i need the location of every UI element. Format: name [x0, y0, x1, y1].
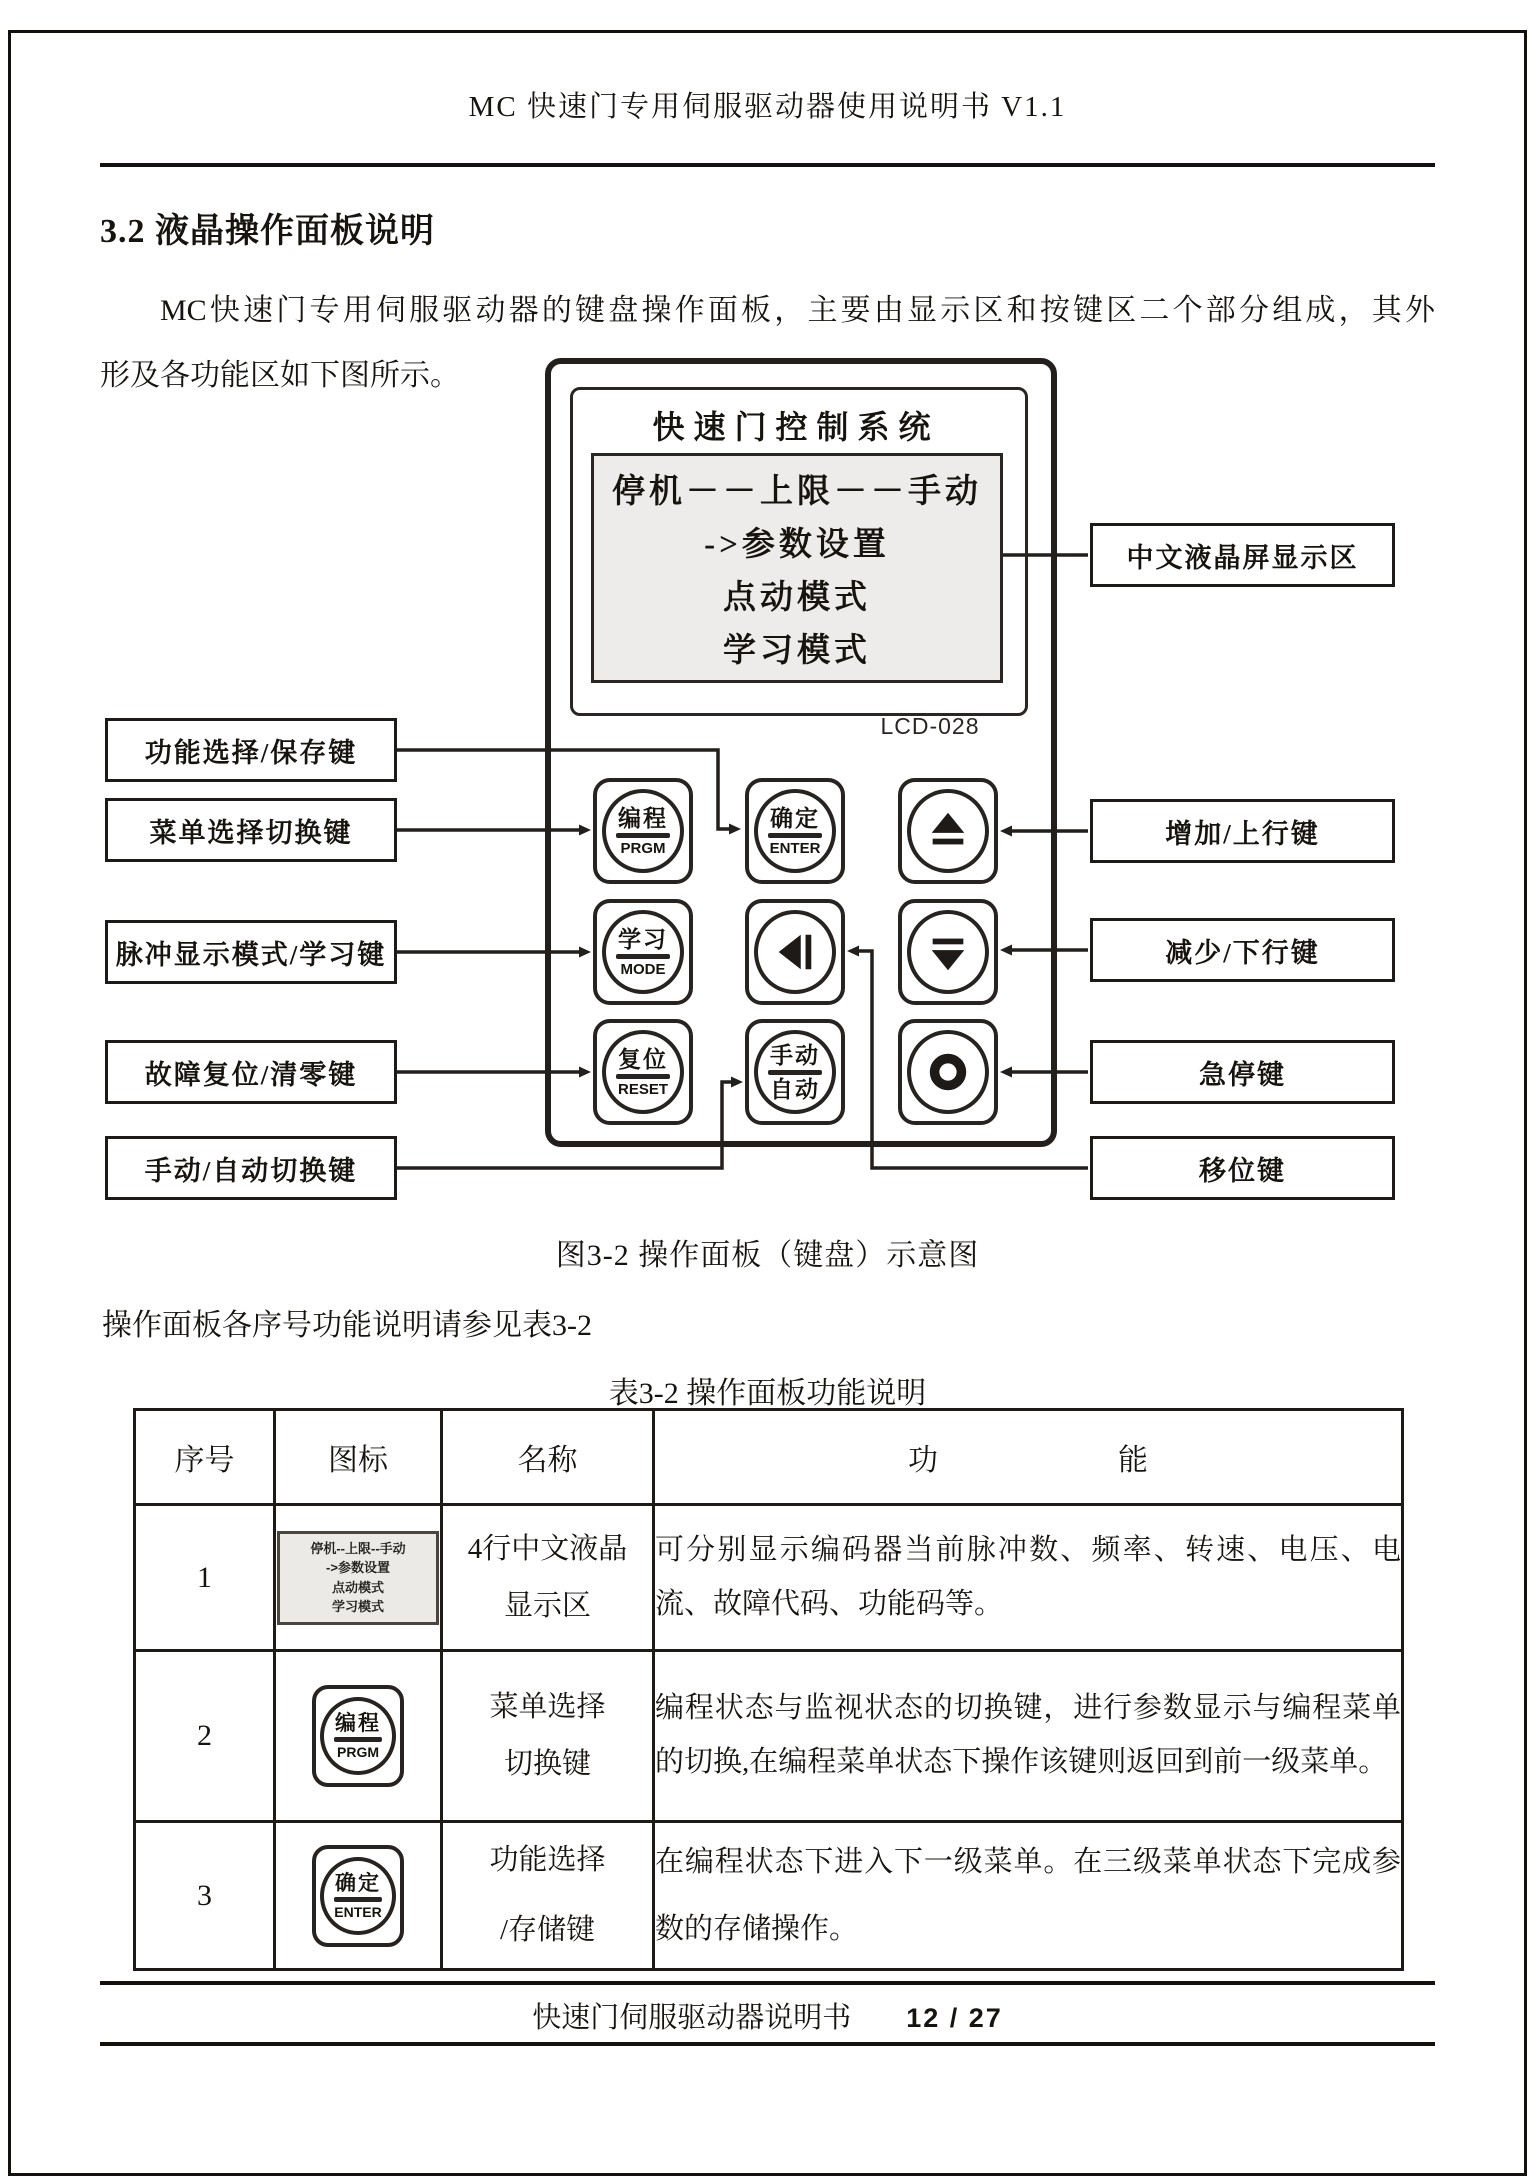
row1-no: 1	[135, 1505, 275, 1651]
key-prgm-zh: 编程	[618, 805, 668, 831]
callout-function-save-key: 功能选择/保存键	[105, 718, 397, 782]
footer-doc-name: 快速门伺服驱动器说明书	[532, 2002, 852, 2034]
enter-key-en: ENTER	[334, 1903, 382, 1920]
row2-name-line2: 切换键	[503, 1748, 591, 1780]
callout-lcd-display-area: 中文液晶屏显示区	[1090, 523, 1395, 587]
key-prgm-en: PRGM	[620, 839, 666, 857]
key-divider-bar	[616, 954, 670, 959]
callout-decrease-down-key: 减少/下行键	[1090, 918, 1395, 982]
callout-pulse-mode-learn-key: 脉冲显示模式/学习键	[105, 920, 397, 984]
key-enter	[745, 778, 845, 884]
row3-no: 3	[135, 1822, 275, 1970]
lcd-line-learn-mode: 学习模式	[723, 633, 871, 669]
row2-no: 2	[135, 1651, 275, 1822]
prgm-key-zh: 编程	[335, 1711, 381, 1735]
enter-key-icon	[312, 1845, 404, 1947]
prgm-key-circle	[320, 1697, 396, 1775]
col-header-name: 名称	[442, 1410, 654, 1505]
key-enter-en: ENTER	[769, 839, 821, 857]
callout-menu-switch-key: 菜单选择切换键	[105, 798, 397, 862]
footer	[0, 1995, 1535, 2036]
lcd-line-jog-mode: 点动模式	[723, 580, 871, 616]
table-title: 表3-2 操作面板功能说明	[608, 1377, 927, 1410]
eject-up-icon	[907, 789, 989, 873]
prgm-key-en: PRGM	[337, 1744, 379, 1760]
key-shift	[745, 899, 845, 1005]
table-header-row	[135, 1410, 1403, 1505]
key-manual-zh: 手动	[770, 1042, 820, 1068]
lcd-line-menu-selected: ->参数设置	[704, 527, 890, 563]
mini-lcd-line: ->参数设置	[326, 1560, 390, 1575]
callout-manual-auto-key: 手动/自动切换键	[105, 1136, 397, 1200]
key-stop	[898, 1019, 998, 1125]
left-triangle-bar-icon	[754, 910, 836, 994]
row1-name-line2: 显示区	[503, 1589, 591, 1622]
footer-rule-bottom	[100, 2042, 1435, 2046]
ring-icon	[907, 1030, 989, 1114]
key-auto-zh: 自动	[770, 1076, 820, 1102]
key-prgm	[593, 778, 693, 884]
mini-lcd-line: 点动模式	[331, 1579, 384, 1595]
mini-lcd-line: 学习模式	[331, 1599, 384, 1614]
table-row	[135, 1505, 1403, 1651]
lcd-screen	[591, 453, 1003, 683]
key-reset-circle	[602, 1030, 684, 1114]
row3-name-line1: 功能选择	[489, 1843, 606, 1876]
key-manual-auto	[745, 1019, 845, 1125]
key-divider-bar	[334, 1737, 382, 1742]
function-table	[133, 1408, 1404, 1971]
table-row	[135, 1651, 1403, 1822]
enter-key-zh: 确定	[335, 1870, 381, 1895]
key-enter-circle	[754, 789, 836, 873]
lcd-system-title: 快速门控制系统	[652, 409, 940, 445]
header-title: MC 快速门专用伺服驱动器使用说明书 V1.1	[468, 91, 1067, 123]
footer-rule-top	[100, 1981, 1435, 1985]
key-up	[898, 778, 998, 884]
key-divider-bar	[768, 1070, 822, 1075]
footer-page-number: 12 / 27	[906, 2003, 1003, 2033]
table-row	[135, 1822, 1403, 1970]
row1-name	[442, 1505, 654, 1651]
keypad-diagram	[0, 340, 1535, 1220]
row2-name	[442, 1651, 654, 1822]
key-divider-bar	[616, 833, 670, 838]
key-divider-bar	[768, 833, 822, 838]
key-prgm-circle	[602, 789, 684, 873]
key-reset-en: RESET	[617, 1080, 668, 1098]
key-reset-zh: 复位	[618, 1046, 668, 1072]
row1-function: 可分别显示编码器当前脉冲数、频率、转速、电压、电流、故障代码、功能码等。	[654, 1505, 1403, 1651]
key-down	[898, 899, 998, 1005]
key-mode-zh: 学习	[618, 926, 668, 952]
callout-shift-key: 移位键	[1090, 1136, 1395, 1200]
key-divider-bar	[334, 1897, 382, 1902]
mini-lcd-line: 停机--上限--手动	[310, 1540, 406, 1556]
header-rule	[100, 163, 1435, 167]
row3-icon-cell	[275, 1822, 442, 1970]
prgm-key-icon	[312, 1685, 404, 1787]
key-manual-auto-circle	[754, 1030, 836, 1114]
row3-function: 在编程状态下进入下一级菜单。在三级菜单状态下完成参数的存储操作。	[654, 1822, 1403, 1970]
row2-name-line1: 菜单选择	[489, 1691, 606, 1724]
eject-down-icon	[907, 910, 989, 994]
section-title: 3.2 液晶操作面板说明	[100, 213, 435, 250]
intro-paragraph-line2: 形及各功能区如下图所示。	[100, 359, 460, 392]
key-divider-bar	[616, 1074, 670, 1079]
key-mode	[593, 899, 693, 1005]
row3-name	[442, 1822, 654, 1970]
col-header-icon: 图标	[275, 1410, 442, 1505]
row1-icon-cell	[275, 1505, 442, 1651]
row2-icon-cell	[275, 1651, 442, 1822]
col-header-no: 序号	[135, 1410, 275, 1505]
key-enter-zh: 确定	[770, 805, 820, 831]
lcd-model-label: LCD-028	[880, 713, 980, 739]
enter-key-circle	[320, 1857, 396, 1935]
key-mode-en: MODE	[620, 960, 666, 978]
callout-emergency-stop-key: 急停键	[1090, 1040, 1395, 1104]
table-reference-text: 操作面板各序号功能说明请参见表3-2	[102, 1309, 592, 1342]
col-header-function: 功 能	[654, 1410, 1403, 1505]
callout-fault-reset-key: 故障复位/清零键	[105, 1040, 397, 1104]
lcd-line-status: 停机－－上限－－手动	[612, 474, 982, 510]
key-mode-circle	[602, 910, 684, 994]
intro-paragraph-line1: MC快速门专用伺服驱动器的键盘操作面板，主要由显示区和按键区二个部分组成，其外	[160, 294, 1435, 327]
mini-lcd-icon	[277, 1531, 439, 1625]
callout-increase-up-key: 增加/上行键	[1090, 799, 1395, 863]
row1-name-line1: 4行中文液晶	[467, 1532, 628, 1565]
key-reset	[593, 1019, 693, 1125]
row2-function: 编程状态与监视状态的切换键，进行参数显示与编程菜单的切换,在编程菜单状态下操作该键则返回到前一级菜单。	[654, 1651, 1403, 1822]
figure-caption: 图3-2 操作面板（键盘）示意图	[555, 1239, 980, 1272]
row3-name-line2: /存储键	[499, 1913, 596, 1946]
